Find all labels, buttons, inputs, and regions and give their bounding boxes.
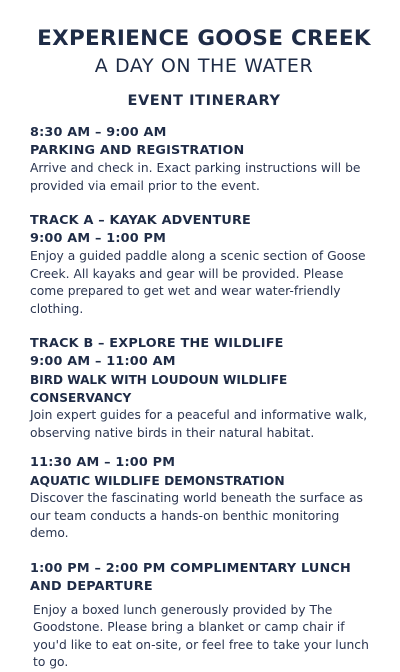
aquatic-title: AQUATIC WILDLIFE DEMONSTRATION <box>30 474 285 488</box>
bird-walk-title: BIRD WALK WITH LOUDOUN WILDLIFE CONSERVANCY <box>30 373 288 405</box>
page-subtitle: A DAY ON THE WATER <box>94 55 314 77</box>
lunch-description: Enjoy a boxed lunch generously provided by The Goodstone. Please bring a blanket or camp chair if you'd like to eat on-site, or feel free to take your lunch to go. <box>33 602 369 669</box>
page-title: EXPERIENCE GOOSE CREEK <box>37 26 371 51</box>
itinerary-page <box>0 26 400 669</box>
parking-section <box>30 124 378 195</box>
parking-time: 8:30 AM – 9:00 AM <box>30 125 167 140</box>
aquatic-time: 11:30 AM – 1:00 PM <box>30 455 176 470</box>
track-a-section <box>30 212 378 318</box>
parking-title: PARKING AND REGISTRATION <box>30 143 245 158</box>
lunch-title-line1: 1:00 PM – 2:00 PM COMPLIMENTARY LUNCH <box>30 560 351 576</box>
bird-walk-time: 9:00 AM – 11:00 AM <box>30 354 176 369</box>
lunch-section <box>30 560 378 672</box>
aquatic-section <box>30 454 378 543</box>
lunch-title-line2: AND DEPARTURE <box>30 578 153 594</box>
bird-walk-description: Join expert guides for a peaceful and informative walk, observing native birds in their natural habitat. <box>30 408 368 440</box>
parking-description: Arrive and check in. Exact parking instructions will be provided via email prior to the event. <box>30 161 361 193</box>
track-a-description: Enjoy a guided paddle along a scenic section of Goose Creek. All kayaks and gear will be provided. Please come prepared to get wet and wear water-friendly clothing. <box>30 249 366 316</box>
track-a-title: TRACK A – KAYAK ADVENTURE <box>30 213 251 228</box>
aquatic-description: Discover the fascinating world beneath the surface as our team conducts a hands-on benthic monitoring demo. <box>30 491 363 540</box>
track-b-section <box>30 335 378 442</box>
track-b-title: TRACK B – EXPLORE THE WILDLIFE <box>30 336 284 351</box>
track-a-time: 9:00 AM – 1:00 PM <box>30 231 167 246</box>
itinerary-heading: EVENT ITINERARY <box>127 93 281 109</box>
